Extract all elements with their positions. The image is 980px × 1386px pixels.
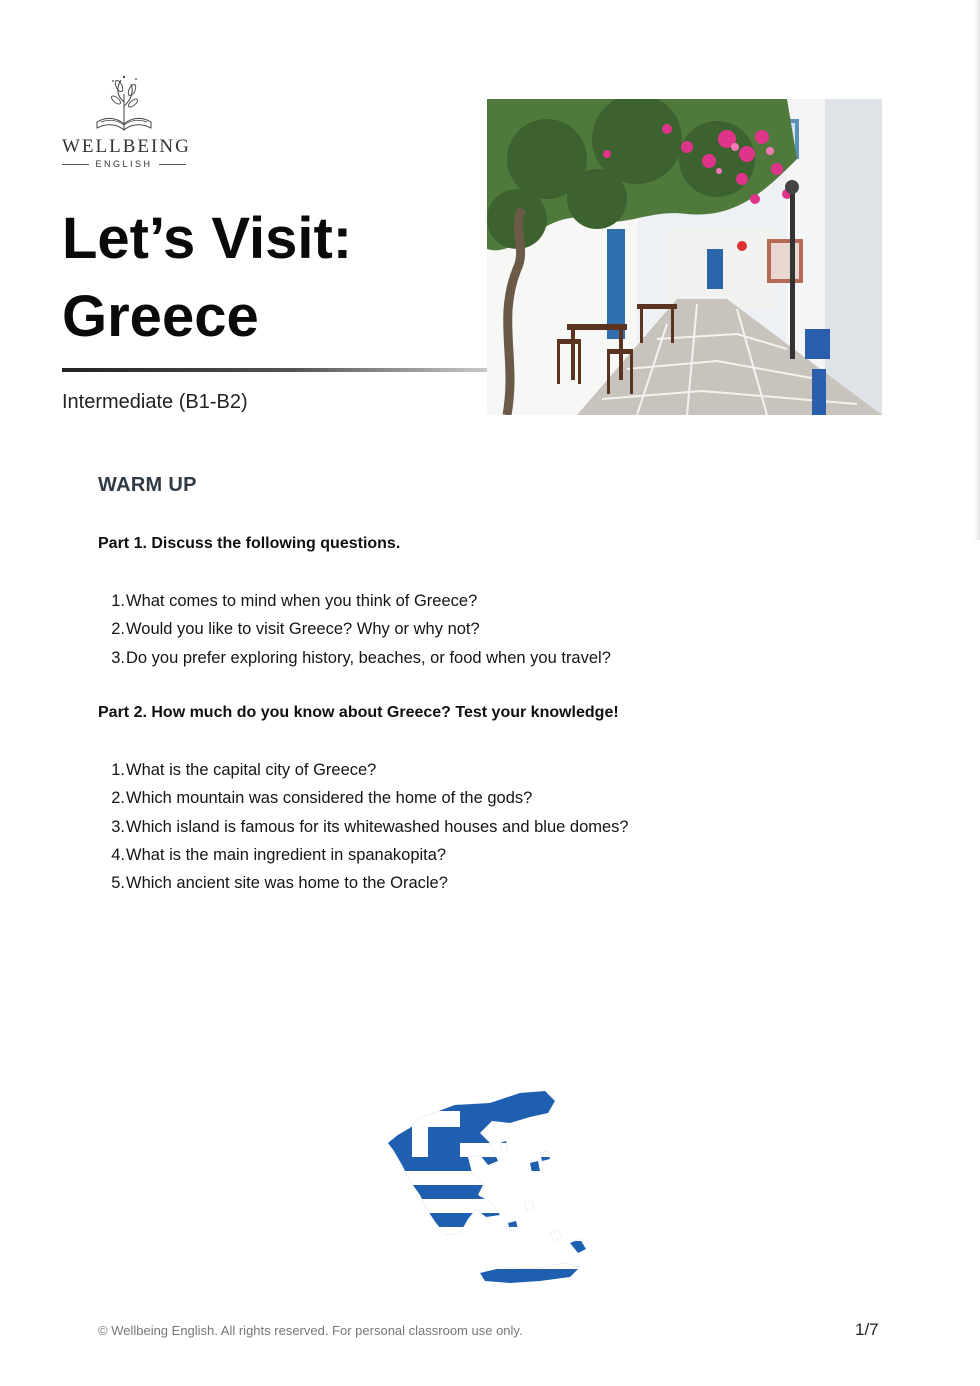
greek-street-photo bbox=[487, 99, 882, 415]
page-title bbox=[62, 200, 352, 356]
question-text: Would you like to visit Greece? Why or why not? bbox=[126, 620, 480, 639]
part-1-heading: Part 1. Discuss the following questions. bbox=[98, 535, 401, 552]
level-label: Intermediate (B1-B2) bbox=[62, 391, 248, 413]
part-2-heading: Part 2. How much do you know about Greece? Test your knowledge! bbox=[98, 704, 619, 721]
divider bbox=[159, 164, 186, 165]
page-edge-shadow bbox=[974, 0, 980, 540]
item-number: 4. bbox=[111, 845, 125, 864]
item-number: 1. bbox=[111, 761, 125, 779]
logo-wordmark: WELLBEING bbox=[62, 136, 191, 157]
open-book-with-leaves-icon bbox=[89, 72, 159, 134]
question-text: What is the capital city of Greece? bbox=[126, 761, 377, 779]
list-item bbox=[98, 869, 629, 897]
title-line-1: Let’s Visit: bbox=[62, 206, 353, 271]
logo-subline bbox=[62, 159, 186, 169]
list-item bbox=[98, 644, 611, 672]
item-number: 2. bbox=[111, 620, 125, 639]
list-item bbox=[98, 841, 629, 869]
item-number: 3. bbox=[111, 817, 125, 836]
item-number: 1. bbox=[111, 592, 125, 610]
question-text: What is the main ingredient in spanakopita? bbox=[126, 845, 447, 864]
logo-subtitle: ENGLISH bbox=[95, 159, 153, 169]
wellbeing-english-logo bbox=[62, 72, 191, 169]
copyright-footer: © Wellbeing English. All rights reserved. For personal classroom use only. bbox=[98, 1323, 523, 1338]
list-item bbox=[98, 756, 629, 784]
part-1-question-list bbox=[98, 587, 611, 672]
divider bbox=[62, 164, 89, 165]
question-text: Which mountain was considered the home of the gods? bbox=[126, 789, 533, 808]
question-text: Which ancient site was home to the Oracle? bbox=[126, 874, 448, 893]
item-number: 5. bbox=[111, 874, 125, 893]
question-text: What comes to mind when you think of Greece? bbox=[126, 592, 478, 610]
section-heading: WARM UP bbox=[98, 474, 197, 496]
list-item bbox=[98, 615, 611, 643]
list-item bbox=[98, 813, 629, 841]
item-number: 2. bbox=[111, 789, 125, 808]
question-text: Which island is famous for its whitewashed houses and blue domes? bbox=[126, 817, 629, 836]
question-text: Do you prefer exploring history, beaches, or food when you travel? bbox=[126, 648, 611, 667]
part-2-question-list bbox=[98, 756, 629, 897]
item-number: 3. bbox=[111, 648, 125, 667]
list-item bbox=[98, 587, 611, 615]
page-number: 1/7 bbox=[855, 1320, 879, 1339]
list-item bbox=[98, 784, 629, 812]
title-line-2: Greece bbox=[62, 284, 259, 349]
greece-flag-map bbox=[380, 1083, 602, 1298]
title-underline bbox=[62, 368, 488, 372]
